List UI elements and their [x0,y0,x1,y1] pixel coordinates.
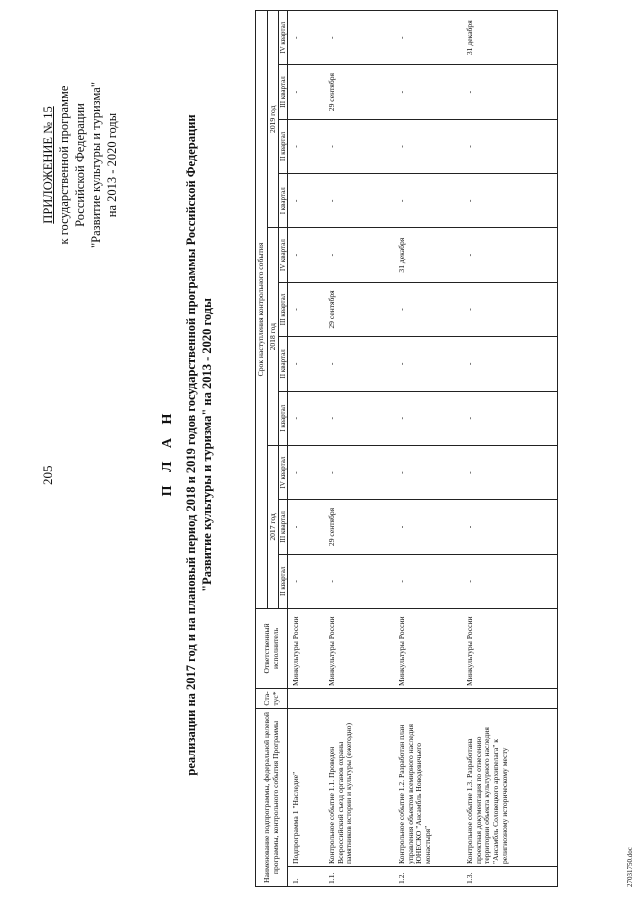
quarter-header: IV квартал [279,228,288,282]
row-number: 1.2. [394,867,462,887]
deadline-cell: - [394,11,462,65]
deadline-cell: - [462,445,558,499]
deadline-cell: - [394,174,462,228]
row-name: Контрольное событие 1.3. Разработана проектная документация по отнесению территории объекта культурного наследия "Ансамбль Соловецкого архипелага" к религиозному историческому месту [462,708,558,866]
deadline-cell: - [324,554,394,608]
row-executor: Минкультуры России [324,608,394,688]
row-name: Подпрограмма 1 "Наследие" [288,708,324,866]
col-header-deadline: Срок наступления контрольного события [256,11,268,609]
row-name: Контрольное событие 1.2. Разработан план управления объектом всемирного наследия ЮНЕСКО "Ансамбль Новодевичьего монастыря" [394,708,462,866]
deadline-cell: - [462,174,558,228]
quarter-header: II квартал [279,119,288,173]
year-header: 2018 год [267,228,279,445]
table-row [288,11,324,887]
quarter-header: III квартал [279,500,288,554]
deadline-cell: - [288,391,324,445]
plan-table [255,10,558,887]
quarter-header: IV квартал [279,11,288,65]
row-name: Контрольное событие 1.1. Проведен Всероссийский съезд органов охраны памятников истории и культуры (ежегодно) [324,708,394,866]
year-header: 2017 год [267,445,279,608]
deadline-cell: - [462,65,558,119]
deadline-cell: - [462,500,558,554]
deadline-cell: - [462,554,558,608]
deadline-cell: - [288,282,324,336]
deadline-cell: - [394,65,462,119]
appendix-block [40,15,120,315]
table-row [324,11,394,887]
year-header: 2019 год [267,11,279,228]
deadline-cell: - [288,119,324,173]
document-footer: 27031750.doc [626,847,634,887]
row-status [324,688,394,708]
title-line: реализации на 2017 год и на плановый период 2018 и 2019 годов государственной программы Российской Федерации [184,114,198,776]
deadline-cell: - [288,500,324,554]
deadline-cell: - [394,554,462,608]
appendix-title: ПРИЛОЖЕНИЕ № 15 [41,106,55,224]
deadline-cell: - [288,228,324,282]
deadline-cell: - [394,119,462,173]
deadline-cell: - [324,174,394,228]
deadline-cell: - [324,337,394,391]
appendix-line: на 2013 - 2020 годы [105,112,119,218]
deadline-cell: - [462,228,558,282]
row-status [394,688,462,708]
quarter-header: III квартал [279,65,288,119]
table-row [462,11,558,887]
table-row [394,11,462,887]
deadline-cell: - [324,391,394,445]
quarter-header: I квартал [279,391,288,445]
col-header-executor: Ответственный исполнитель [256,608,288,688]
deadline-cell: - [462,282,558,336]
deadline-cell: - [394,445,462,499]
appendix-line: Российской Федерации [73,103,87,227]
page-number: 205 [40,465,55,485]
deadline-cell: - [394,337,462,391]
title-line: "Развитие культуры и туризма" на 2013 - 2020 годы [200,298,214,592]
row-status [288,688,324,708]
deadline-cell: 29 сентября [324,65,394,119]
deadline-cell: 31 декабря [394,228,462,282]
deadline-cell: - [462,337,558,391]
row-executor: Минкультуры России [394,608,462,688]
row-executor: Минкультуры России [462,608,558,688]
col-header-name: Наименование подпрограммы, федеральной целевой программы, контрольного события Программы [256,708,288,886]
deadline-cell: 29 сентября [324,282,394,336]
deadline-cell: - [462,119,558,173]
quarter-header: III квартал [279,282,288,336]
deadline-cell: 29 сентября [324,500,394,554]
deadline-cell: - [394,500,462,554]
deadline-cell: 31 декабря [462,11,558,65]
quarter-header: II квартал [279,554,288,608]
deadline-cell: - [394,391,462,445]
deadline-cell: - [288,337,324,391]
col-header-status: Ста-тус* [256,688,288,708]
deadline-cell: - [288,11,324,65]
quarter-header: IV квартал [279,445,288,499]
deadline-cell: - [324,228,394,282]
plan-heading: П Л А Н [160,408,175,497]
row-executor: Минкультуры России [288,608,324,688]
deadline-cell: - [462,391,558,445]
deadline-cell: - [288,174,324,228]
row-status [462,688,558,708]
document-title [183,25,215,865]
appendix-line: к государственной программе [57,85,71,245]
deadline-cell: - [288,445,324,499]
row-number: 1.1. [324,867,394,887]
appendix-line: "Развитие культуры и туризма" [89,82,103,248]
quarter-header: II квартал [279,337,288,391]
deadline-cell: - [324,119,394,173]
row-number: 1.3. [462,867,558,887]
deadline-cell: - [288,65,324,119]
deadline-cell: - [288,554,324,608]
row-number: 1. [288,867,324,887]
deadline-cell: - [324,445,394,499]
deadline-cell: - [394,282,462,336]
quarter-header: I квартал [279,174,288,228]
deadline-cell: - [324,11,394,65]
